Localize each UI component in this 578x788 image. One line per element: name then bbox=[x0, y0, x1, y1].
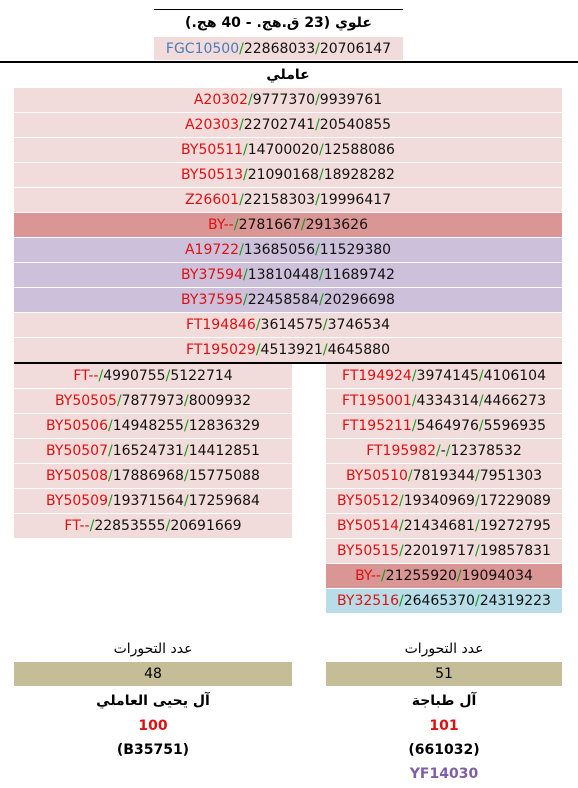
mutation-row bbox=[14, 188, 562, 212]
slash: / bbox=[165, 368, 171, 384]
mutation-code: BY50508 bbox=[46, 468, 108, 484]
mutation-row bbox=[326, 589, 562, 613]
left-family-id: (B35751) bbox=[116, 742, 190, 758]
mutation-code: BY50514 bbox=[337, 518, 399, 534]
mutation-code: FT-- bbox=[73, 368, 99, 384]
position-a: 21434681 bbox=[403, 518, 475, 534]
position-a: 7819344 bbox=[412, 468, 475, 484]
slash: / bbox=[242, 292, 248, 308]
position-b: 12378532 bbox=[450, 443, 522, 459]
slash: / bbox=[474, 493, 480, 509]
position-a: 21090168 bbox=[247, 167, 319, 183]
slash: / bbox=[107, 418, 113, 434]
mutation-code: BY-- bbox=[355, 568, 381, 584]
position-a: 14700020 bbox=[247, 142, 319, 158]
mutation-code: A19722 bbox=[184, 242, 240, 258]
mutation-code: BY37594 bbox=[181, 267, 243, 283]
header-code-b: 20706147 bbox=[319, 40, 392, 57]
mutation-row bbox=[326, 364, 562, 388]
slash: / bbox=[183, 418, 189, 434]
slash: / bbox=[474, 468, 480, 484]
mutation-code: Z26601 bbox=[184, 192, 240, 208]
mutation-code: BY50506 bbox=[46, 418, 108, 434]
position-a: 4990755 bbox=[103, 368, 166, 384]
slash: / bbox=[107, 443, 113, 459]
position-a: 4513921 bbox=[260, 342, 323, 358]
right-family-number: 101 bbox=[429, 718, 459, 734]
mutation-code: FT-- bbox=[64, 518, 90, 534]
position-b: 7951303 bbox=[479, 468, 543, 484]
slash: / bbox=[407, 468, 413, 484]
slash: / bbox=[315, 192, 320, 208]
slash: / bbox=[300, 217, 306, 233]
position-a: 14948255 bbox=[112, 418, 184, 434]
mutation-code: FT195029 bbox=[186, 342, 256, 358]
position-a: 17886968 bbox=[112, 468, 184, 484]
mutation-code: BY50510 bbox=[345, 468, 408, 484]
mutation-code: A20303 bbox=[184, 117, 240, 133]
slash: / bbox=[398, 543, 404, 559]
position-a: 19371564 bbox=[112, 493, 184, 509]
slash: / bbox=[398, 493, 404, 509]
header-title: علوي (23 ق.هج. - 40 هج.) bbox=[185, 15, 372, 31]
slash: / bbox=[239, 242, 244, 258]
slash: / bbox=[318, 267, 324, 283]
position-b: 14412851 bbox=[188, 443, 260, 459]
mutation-row bbox=[326, 564, 562, 588]
position-a: - bbox=[440, 443, 446, 459]
position-a: 22853555 bbox=[94, 518, 166, 534]
mutation-code: BY-- bbox=[208, 217, 234, 233]
left-count-label: عدد التحورات bbox=[113, 641, 193, 657]
position-b: 20540855 bbox=[319, 117, 392, 133]
right-count: 51 bbox=[326, 662, 562, 686]
position-a: 4334314 bbox=[416, 393, 479, 409]
slash: / bbox=[116, 393, 122, 409]
position-a: 9777370 bbox=[252, 92, 316, 108]
slash: / bbox=[315, 92, 320, 108]
slash: / bbox=[398, 518, 404, 534]
slash: / bbox=[107, 468, 113, 484]
section-title: عاملي bbox=[266, 67, 310, 83]
slash: / bbox=[242, 167, 248, 183]
mutation-row bbox=[14, 213, 562, 237]
mutation-code: FT194846 bbox=[186, 317, 256, 333]
mutation-code: BY50515 bbox=[337, 543, 399, 559]
slash: / bbox=[89, 518, 95, 534]
position-b: 5122714 bbox=[170, 368, 233, 384]
slash: / bbox=[411, 368, 417, 384]
mutation-code: FT195211 bbox=[342, 418, 412, 434]
slash: / bbox=[411, 393, 417, 409]
header-code-a: 22868033 bbox=[243, 40, 316, 57]
mutation-code: FT195982 bbox=[366, 443, 437, 459]
position-b: 20691669 bbox=[170, 518, 242, 534]
mutation-row bbox=[14, 88, 562, 112]
mutation-code: BY50509 bbox=[46, 493, 108, 509]
slash: / bbox=[239, 40, 244, 57]
right-family-name: آل طباجة bbox=[411, 693, 477, 709]
position-b: 15775088 bbox=[188, 468, 260, 484]
mutation-code: A20302 bbox=[193, 92, 248, 108]
slash: / bbox=[380, 568, 386, 584]
mutation-code: FT195001 bbox=[342, 393, 412, 409]
position-b: 24319223 bbox=[479, 593, 551, 609]
position-b: 18928282 bbox=[323, 167, 395, 183]
position-a: 7877973 bbox=[121, 393, 184, 409]
position-a: 26465370 bbox=[403, 593, 475, 609]
slash: / bbox=[98, 368, 104, 384]
slash: / bbox=[233, 217, 239, 233]
slash: / bbox=[183, 468, 189, 484]
mutation-row bbox=[14, 338, 562, 362]
header-code-row bbox=[154, 37, 403, 60]
position-a: 16524731 bbox=[112, 443, 184, 459]
slash: / bbox=[318, 142, 324, 158]
mutation-row bbox=[14, 163, 562, 187]
slash: / bbox=[322, 342, 328, 358]
right-family-sub: YF14030 bbox=[409, 766, 479, 782]
right-family-id: (661032) bbox=[408, 742, 480, 758]
slash: / bbox=[456, 568, 462, 584]
mutation-code: BY50505 bbox=[54, 393, 117, 409]
position-b: 11689742 bbox=[323, 267, 395, 283]
mutation-row bbox=[14, 138, 562, 162]
position-a: 13685056 bbox=[243, 242, 316, 258]
position-a: 5464976 bbox=[416, 418, 479, 434]
position-b: 4645880 bbox=[327, 342, 390, 358]
position-a: 22702741 bbox=[243, 117, 316, 133]
slash: / bbox=[242, 142, 248, 158]
position-b: 19272795 bbox=[479, 518, 551, 534]
header-code: FGC10500 bbox=[165, 40, 240, 57]
mutation-row bbox=[14, 464, 292, 488]
slash: / bbox=[165, 518, 171, 534]
mutation-row bbox=[326, 514, 562, 538]
position-a: 13810448 bbox=[247, 267, 319, 283]
slash: / bbox=[247, 92, 253, 108]
position-b: 20296698 bbox=[323, 292, 395, 308]
position-b: 19094034 bbox=[461, 568, 533, 584]
mutation-row bbox=[14, 489, 292, 513]
slash: / bbox=[255, 317, 261, 333]
position-a: 22158303 bbox=[243, 192, 316, 208]
slash: / bbox=[255, 342, 261, 358]
slash: / bbox=[315, 242, 320, 258]
position-a: 22019717 bbox=[403, 543, 475, 559]
slash: / bbox=[478, 368, 484, 384]
position-a: 2781667 bbox=[238, 217, 301, 233]
right-count-label: عدد التحورات bbox=[404, 641, 484, 657]
mutation-code: BY37595 bbox=[181, 292, 243, 308]
slash: / bbox=[239, 192, 244, 208]
mutation-code: BY50512 bbox=[337, 493, 399, 509]
mutation-row bbox=[326, 464, 562, 488]
position-a: 19340969 bbox=[403, 493, 475, 509]
mutation-code: BY50507 bbox=[46, 443, 108, 459]
slash: / bbox=[107, 493, 113, 509]
mutation-row bbox=[14, 389, 292, 413]
position-a: 3974145 bbox=[416, 368, 479, 384]
position-b: 3746534 bbox=[327, 317, 390, 333]
slash: / bbox=[436, 443, 441, 459]
mutation-row bbox=[14, 364, 292, 388]
mutation-row bbox=[14, 238, 562, 262]
position-a: 3614575 bbox=[260, 317, 323, 333]
mutation-row bbox=[14, 113, 562, 137]
slash: / bbox=[411, 418, 417, 434]
slash: / bbox=[183, 443, 189, 459]
mutation-code: BY32516 bbox=[337, 593, 399, 609]
mutation-row bbox=[14, 263, 562, 287]
position-b: 12836329 bbox=[188, 418, 260, 434]
slash: / bbox=[318, 292, 324, 308]
position-b: 12588086 bbox=[323, 142, 395, 158]
mutation-row bbox=[326, 539, 562, 563]
position-b: 17259684 bbox=[188, 493, 260, 509]
position-b: 11529380 bbox=[319, 242, 392, 258]
slash: / bbox=[318, 167, 324, 183]
slash: / bbox=[322, 317, 328, 333]
mutation-row bbox=[326, 389, 562, 413]
mutation-row bbox=[326, 414, 562, 438]
slash: / bbox=[478, 418, 484, 434]
slash: / bbox=[239, 117, 244, 133]
position-a: 22458584 bbox=[247, 292, 319, 308]
position-b: 8009932 bbox=[188, 393, 252, 409]
position-b: 4466273 bbox=[483, 393, 546, 409]
left-count: 48 bbox=[14, 662, 292, 686]
mutation-code: BY50513 bbox=[181, 167, 243, 183]
left-family-name: آل يحيى العاملي bbox=[96, 693, 210, 709]
mutation-row bbox=[14, 514, 292, 538]
position-a: 21255920 bbox=[385, 568, 457, 584]
slash: / bbox=[315, 40, 320, 57]
mutation-row bbox=[326, 489, 562, 513]
mutation-row bbox=[14, 313, 562, 337]
slash: / bbox=[315, 117, 320, 133]
mutation-row bbox=[14, 288, 562, 312]
position-b: 2913626 bbox=[305, 217, 368, 233]
slash: / bbox=[242, 267, 248, 283]
mutation-code: FT194924 bbox=[342, 368, 412, 384]
slash: / bbox=[183, 393, 189, 409]
slash: / bbox=[474, 518, 480, 534]
position-b: 4106104 bbox=[483, 368, 546, 384]
mutation-row bbox=[14, 414, 292, 438]
slash: / bbox=[398, 593, 404, 609]
position-b: 17229089 bbox=[479, 493, 551, 509]
mutation-code: BY50511 bbox=[181, 142, 243, 158]
position-b: 9939761 bbox=[319, 92, 383, 108]
mutation-row bbox=[14, 439, 292, 463]
position-b: 5596935 bbox=[483, 418, 546, 434]
left-family-number: 100 bbox=[138, 718, 168, 734]
slash: / bbox=[478, 393, 484, 409]
mutation-row bbox=[326, 439, 562, 463]
slash: / bbox=[183, 493, 189, 509]
position-b: 19857831 bbox=[479, 543, 551, 559]
slash: / bbox=[474, 593, 480, 609]
slash: / bbox=[445, 443, 451, 459]
slash: / bbox=[474, 543, 480, 559]
position-b: 19996417 bbox=[319, 192, 392, 208]
